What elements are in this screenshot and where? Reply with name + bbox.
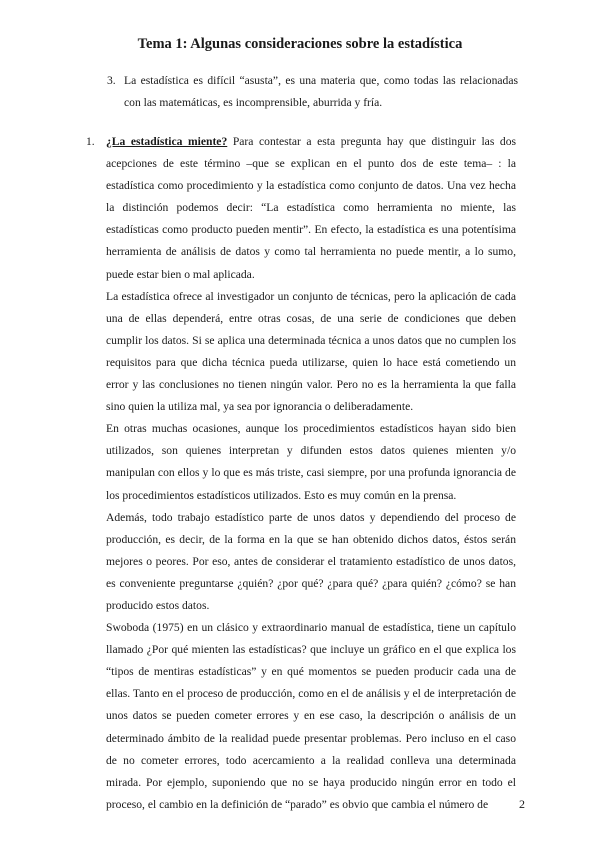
paragraph-1-text: Para contestar a esta pregunta hay que distinguir las dos acepciones de este término –que se explican en el punto dos de este tema– : la estadística como procedimiento y la estadística como conjunto de datos. Una vez hecha la distinción podemos decir: “La estadística como herramienta no miente, las estadísticas como producto pueden mentir”. En efecto, la estadística es una potentísima herramienta de análisis de datos y como tal herramienta no puede mentir, a lo sumo, puede estar bien o mal aplicada. (106, 135, 517, 281)
list-item-1-number: 1. (86, 135, 95, 148)
paragraph-1 (106, 131, 516, 286)
paragraph-5: Swoboda (1975) en un clásico y extraordinario manual de estadística, tiene un capítulo llamado ¿Por qué mienten las estadísticas? que incluye un gráfico en el que explica los “tipos de mentiras estadísticas” y en qué momentos se pueden producir cada una de ellas. Tanto en el proceso de producción, como en el de análisis y el de interpretación de unos datos se pueden cometer errores y en ese caso, la descripción o análisis de un determinado ámbito de la realidad puede presentar problemas. Pero incluso en el caso de no cometer errores, todo acercamiento a la realidad conlleva una determinada mirada. Por ejemplo, suponiendo que no se haya producido ningún error en todo el proceso, el cambio en la definición de “parado” es obvio que cambia el número de (106, 621, 516, 811)
page-title: Tema 1: Algunas consideraciones sobre la estadística (137, 36, 463, 52)
paragraph-4: Además, todo trabajo estadístico parte de unos datos y dependiendo del proceso de producción, es decir, de la forma en la que se han obtenido dichos datos, éstos serán mejores o peores. Por eso, antes de considerar el tratamiento estadístico de unos datos, es conveniente preguntarse ¿quién? ¿por qué? ¿para qué? ¿para quién? ¿cómo? se han producido estos datos. (106, 510, 516, 612)
paragraph-2: La estadística ofrece al investigador un conjunto de técnicas, pero la aplicación de cada una de ellas dependerá, entre otras cosas, de una serie de condiciones que deben cumplir los datos. Si se aplica una determinada técnica a unos datos que no cumplen los requisitos para que dicha técnica pueda utilizarse, quien lo hace está cometiendo un error y las conclusiones no tienen ningún valor. Pero no es la herramienta la que falla sino quien la utiliza mal, ya sea por ignorancia o deliberadamente. (106, 289, 516, 414)
list-item-3-number: 3. (107, 74, 116, 87)
page-number: 2 (519, 797, 525, 811)
section-heading: ¿La estadística miente? (106, 135, 228, 148)
list-item-1 (86, 131, 517, 816)
list-item-3-text: La estadística es difícil “asusta”, es una materia que, como todas las relacionadas con las matemáticas, es incomprensible, aburrida y fría. (124, 74, 518, 109)
list-item-3 (107, 70, 518, 114)
paragraph-3: En otras muchas ocasiones, aunque los procedimientos estadísticos hayan sido bien utilizados, son quienes interpretan y difunden estos datos quienes mienten y/o manipulan con ellos y lo que es más triste, casi siempre, por una profunda ignorancia de los procedimientos estadísticos utilizados. Esto es muy común en la prensa. (106, 422, 516, 502)
